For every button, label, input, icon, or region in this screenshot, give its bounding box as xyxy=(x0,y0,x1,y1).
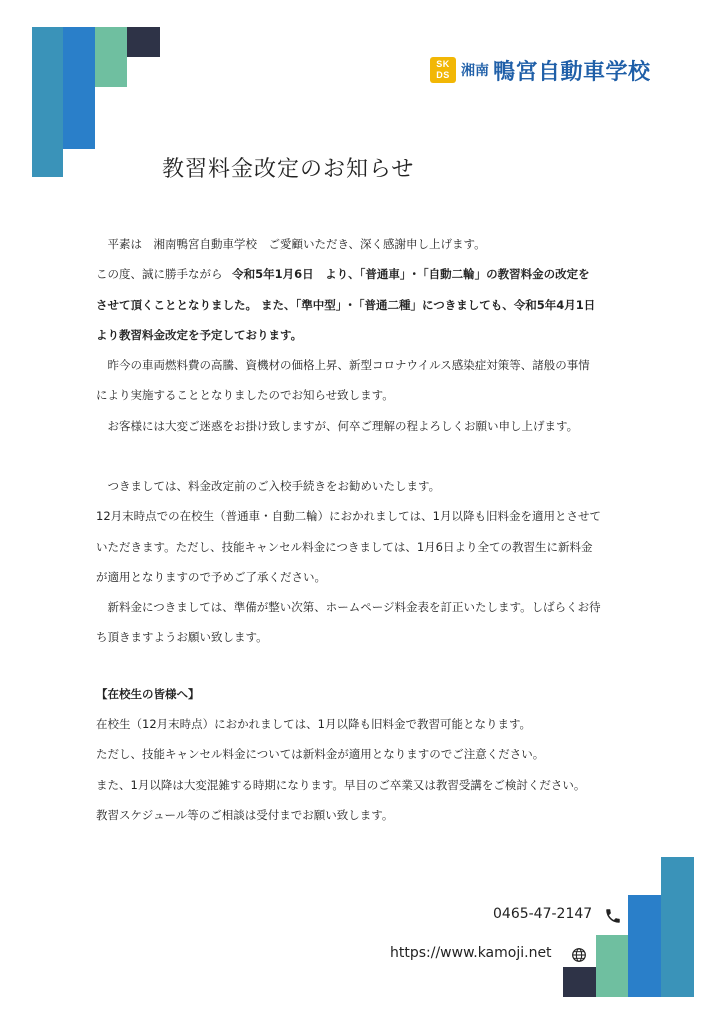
paragraph-line-9: 12月末時点での在校生（普通車・自動二輪）におかれましては、1月以降も旧料金を適用とさせて xyxy=(96,509,601,523)
logo-mark-top: SK xyxy=(436,59,450,69)
logo-mark-icon xyxy=(430,57,456,83)
section-heading: 【在校生の皆様へ】 xyxy=(96,687,200,701)
logo-small-text: 湘南 xyxy=(461,63,489,79)
school-logo xyxy=(430,55,651,85)
paragraph-line-8: つきましては、料金改定前のご入校手続きをお勧めいたします。 xyxy=(96,479,441,493)
paragraph-line-6: により実施することとなりましたのでお知らせ致します。 xyxy=(96,388,394,402)
decor-bar-teal-bottom xyxy=(661,857,694,997)
section-line-3: また、1月以降は大変混雑する時期になります。早目のご卒業又は教習受講をご検討ください。 xyxy=(96,778,586,792)
section-line-1: 在校生（12月末時点）におかれましては、1月以降も旧料金で教習可能となります。 xyxy=(96,717,532,731)
paragraph-line-4: より教習料金改定を予定しております。 xyxy=(96,328,303,342)
paragraph-line-5: 昨今の車両燃料費の高騰、資機材の価格上昇、新型コロナウイルス感染症対策等、諸般の事情 xyxy=(96,358,590,372)
website-url[interactable]: https://www.kamoji.net xyxy=(390,945,552,961)
paragraph-line-11: が適用となりますので予めご了承ください。 xyxy=(96,570,326,584)
decor-bar-navy-top xyxy=(127,27,160,57)
paragraph-line-3: させて頂くこととなりました。 また、「準中型」･「普通二種」につきましても、令和5年4月1日 xyxy=(96,298,596,312)
section-line-4: 教習スケジュール等のご相談は受付までお願い致します。 xyxy=(96,808,394,822)
paragraph-line-2a: この度、誠に勝手ながら xyxy=(96,267,223,281)
section-line-2: ただし、技能キャンセル料金については新料金が適用となりますのでご注意ください。 xyxy=(96,747,545,761)
decor-bar-mint-top xyxy=(95,27,127,87)
decor-bar-mint-bottom xyxy=(596,935,628,997)
paragraph-line-2b: 令和5年1月6日 より、「普通車」･「自動二輪」の教習料金の改定を xyxy=(232,267,590,281)
paragraph-line-13: ち頂きますようお願い致します。 xyxy=(96,630,268,644)
paragraph-line-7: お客様には大変ご迷惑をお掛け致しますが、何卒ご理解の程よろしくお願い申し上げます。 xyxy=(96,419,579,433)
paragraph-line-12: 新料金につきましては、準備が整い次第、ホームページ料金表を訂正いたします。しばらくお待 xyxy=(96,600,601,614)
phone-number: 0465-47-2147 xyxy=(493,906,593,922)
logo-mark-bottom: DS xyxy=(436,70,450,80)
decor-bar-navy-bottom xyxy=(563,967,596,997)
decor-bar-blue-bottom xyxy=(628,895,661,997)
decor-bar-blue-top xyxy=(63,27,95,149)
paragraph-line-1: 平素は 湘南鴨宮自動車学校 ご愛顧いただき、深く感謝申し上げます。 xyxy=(96,237,486,251)
phone-icon xyxy=(604,907,622,925)
paragraph-line-10: いただきます。ただし、技能キャンセル料金につきましては、1月6日より全ての教習生に新料金 xyxy=(96,540,593,554)
globe-icon xyxy=(571,947,587,963)
logo-name-text: 鴨宮自動車学校 xyxy=(493,59,651,85)
paragraph-line-2 xyxy=(96,266,656,282)
decor-bar-teal-top xyxy=(32,27,63,177)
page-title: 教習料金改定のお知らせ xyxy=(162,157,415,182)
